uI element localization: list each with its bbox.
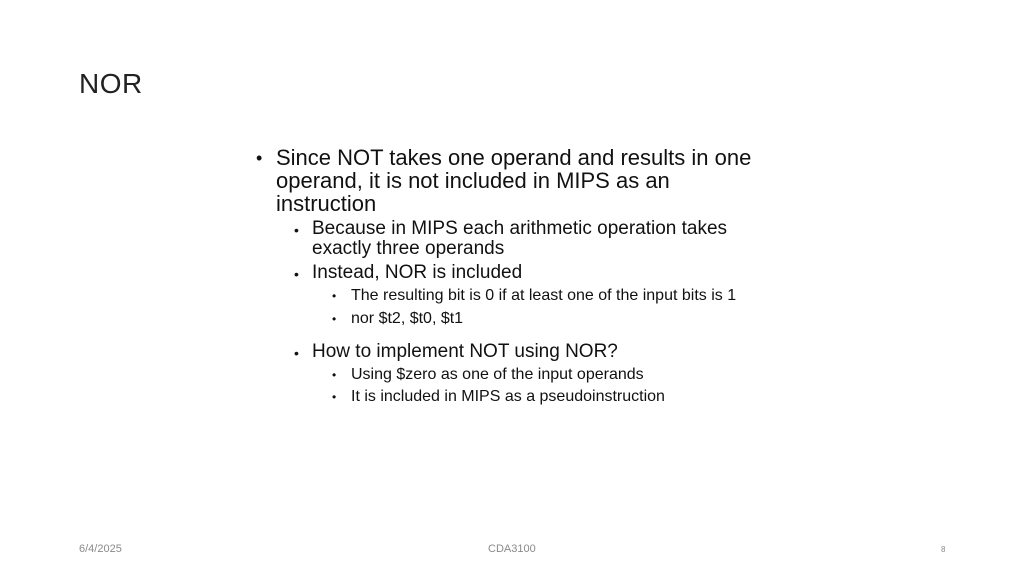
bullet-dot-icon: • xyxy=(332,289,337,303)
bullet-text-pseudoinstruction: It is included in MIPS as a pseudoinstruction xyxy=(351,388,665,405)
bullet-text-nor-included: Instead, NOR is included xyxy=(312,262,523,283)
bullet-dot-icon: • xyxy=(256,148,263,168)
bullet-dot-icon: • xyxy=(294,266,299,282)
bullet-level2 xyxy=(294,342,742,362)
bullet-level3 xyxy=(332,310,791,327)
bullet-level3 xyxy=(332,388,791,405)
bullet-dot-icon: • xyxy=(294,345,299,361)
bullet-dot-icon: • xyxy=(294,222,299,238)
slide-content xyxy=(256,146,776,405)
bullet-text-not-not-included: Since NOT takes one operand and results in one operand, it is not included in MIPS as an instruction xyxy=(276,145,752,216)
bullet-level3 xyxy=(332,366,791,383)
bullet-dot-icon: • xyxy=(332,368,337,382)
footer-date: 6/4/2025 xyxy=(79,543,122,555)
bullet-text-resulting-bit: The resulting bit is 0 if at least one of the input bits is 1 xyxy=(351,287,737,304)
footer-course: CDA3100 xyxy=(488,543,536,555)
bullet-dot-icon: • xyxy=(332,390,337,404)
bullet-level1 xyxy=(256,146,776,215)
bullet-level3 xyxy=(332,287,791,304)
bullet-text-three-operands: Because in MIPS each arithmetic operation takes exactly three operands xyxy=(312,218,728,259)
bullet-level2 xyxy=(294,263,742,283)
bullet-level2 xyxy=(294,219,742,259)
bullet-dot-icon: • xyxy=(332,312,337,326)
bullet-text-using-zero: Using $zero as one of the input operands xyxy=(351,366,644,383)
footer-page-number: 8 xyxy=(941,545,946,554)
slide-title: NOR xyxy=(79,68,143,99)
bullet-text-how-to-implement: How to implement NOT using NOR? xyxy=(312,341,618,362)
bullet-text-nor-example: nor $t2, $t0, $t1 xyxy=(351,310,464,327)
